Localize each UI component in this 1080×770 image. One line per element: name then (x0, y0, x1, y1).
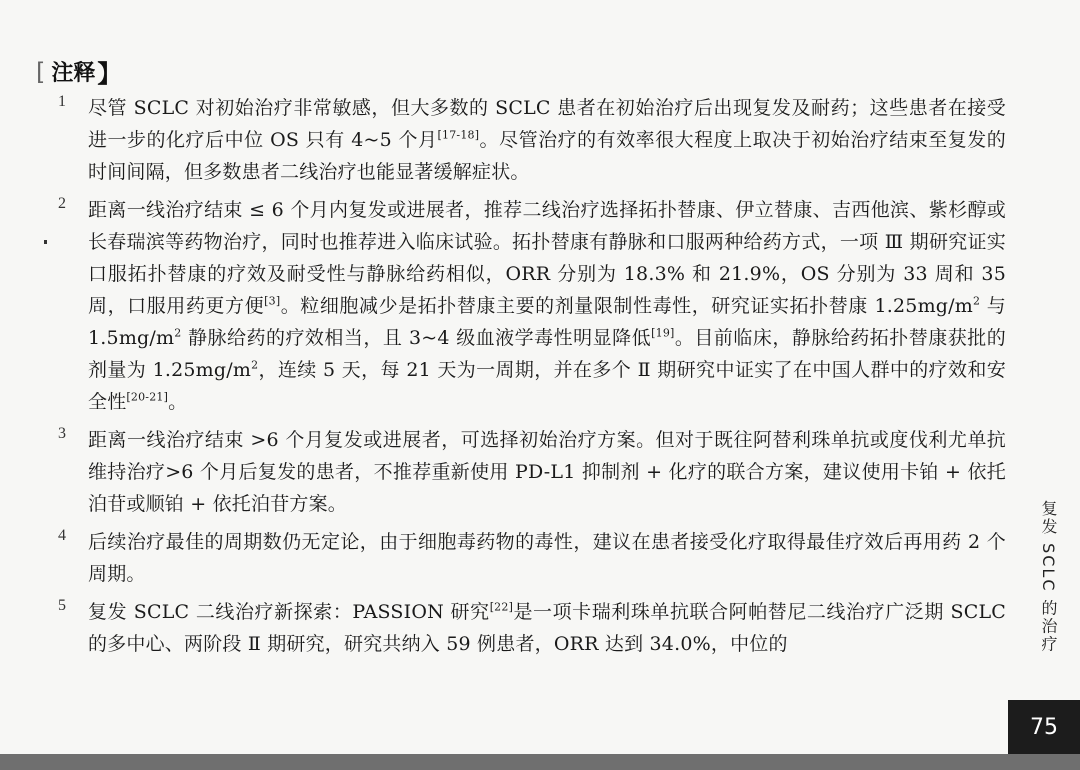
note-text: 距离一线治疗结束 >6 个月复发或进展者，可选择初始治疗方案。但对于既往阿替利珠单抗或度伐利尤单抗维持治疗>6 个月后复发的患者，不推荐重新使用 PD-L1 抑制剂 + 化疗的联合方案，建议使用卡铂 + 依托泊苷或顺铂 + 依托泊苷方案。 (88, 429, 1006, 515)
note-number: 1 (58, 93, 66, 110)
notes-heading (36, 54, 121, 89)
note-text: 距离一线治疗结束 ≤ 6 个月内复发或进展者，推荐二线治疗选择拓扑替康、伊立替康、吉西他滨、紫杉醇或长春瑞滨等药物治疗，同时也推荐进入临床试验。拓扑替康有静脉和口服两种给药方式，一项 Ⅲ 期研究证实口服拓扑替康的疗效及耐受性与静脉给药相似，ORR 分别为 18.3% 和 21.9%，OS 分别为 33 周和 35 周，口服用药更方便[3]。粒细胞减少是拓扑替康主要的剂量限制性毒性，研究证实拓扑替康 $1.25mg/m^2$ 与 $1.5mg/m^2$ 静脉给药的疗效相当，且 3~4 级血液学毒性明显降低[19]。目前临床，静脉给药拓扑替康获批的剂量为 $1.25mg/m^2$，连续 5 天，每 21 天为一周期，并在多个 Ⅱ 期研究中证实了在中国人群中的疗效和安全性[20-21]。 (88, 199, 1007, 413)
heading-title: 注释 (51, 61, 96, 86)
notes-list (56, 92, 1006, 666)
note-number: 4 (58, 527, 66, 544)
citation: [17-18] (437, 128, 480, 142)
superscript: 2 (251, 358, 259, 372)
note-item-5 (56, 596, 1006, 660)
citation: [3] (264, 294, 281, 308)
note-text: 后续治疗最佳的周期数仍无定论，由于细胞毒药物的毒性，建议在患者接受化疗取得最佳疗效后再用药 2 个周期。 (88, 531, 1006, 585)
margin-mark (44, 240, 47, 244)
citation: [19] (651, 326, 675, 340)
superscript: 2 (972, 294, 981, 308)
note-number: 2 (58, 195, 66, 212)
note-number: 5 (58, 597, 66, 614)
citation: [20-21] (126, 390, 169, 404)
heading-bracket-close: 】 (97, 60, 122, 88)
note-item-1 (56, 92, 1006, 188)
superscript: 2 (174, 326, 182, 340)
heading-bracket-open: [ (36, 57, 46, 86)
bottom-edge-shadow (0, 754, 1080, 770)
chapter-side-tab: 复发 SCLC 的治疗 (1039, 500, 1058, 654)
citation: [22] (489, 600, 514, 614)
note-item-4 (56, 526, 1006, 590)
note-text: 复发 SCLC 二线治疗新探索：PASSION 研究[22]是一项卡瑞利珠单抗联合阿帕替尼二线治疗广泛期 SCLC 的多中心、两阶段 Ⅱ 期研究，研究共纳入 59 例患者，ORR 达到 34.0%，中位的 (88, 600, 1006, 655)
page-number: 75 (1008, 700, 1080, 754)
note-item-3 (56, 424, 1006, 520)
note-item-2 (56, 194, 1006, 418)
note-text: 尽管 SCLC 对初始治疗非常敏感，但大多数的 SCLC 患者在初始治疗后出现复发及耐药；这些患者在接受进一步的化疗后中位 OS 只有 4~5 个月[17-18]。尽管治疗的有效率很大程度上取决于初始治疗结束至复发的时间间隔，但多数患者二线治疗也能显著缓解症状。 (88, 97, 1007, 183)
note-number: 3 (58, 425, 66, 442)
